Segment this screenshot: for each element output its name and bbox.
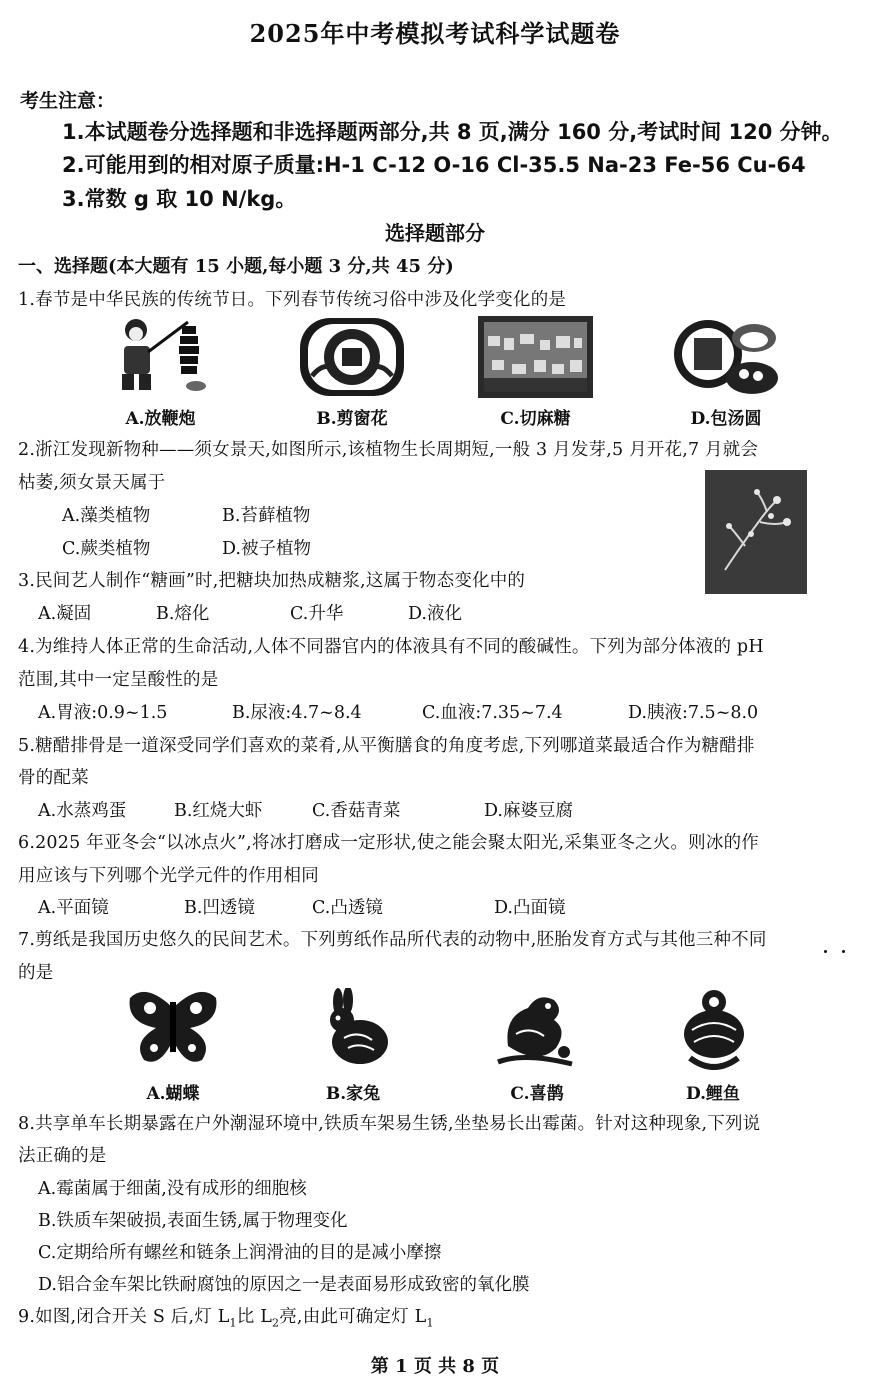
q1-option-a: A.放鞭炮 xyxy=(125,409,196,429)
q4-stem-line1: 4.为维持人体正常的生命活动,人体不同器官内的体液具有不同的酸碱性。下列为部分体液的 pH xyxy=(18,637,764,657)
emphasis-dot xyxy=(824,950,827,953)
q5-option-a: A.水蒸鸡蛋 xyxy=(38,801,127,821)
q4-option-d: D.胰液:7.5~8.0 xyxy=(628,703,759,723)
rice-ball-picture xyxy=(672,316,780,398)
q7-stem-line2: 的是 xyxy=(18,963,54,983)
part-heading: 一、选择题(本大题有 15 小题,每小题 3 分,共 45 分) xyxy=(18,256,454,277)
q5-option-c: C.香菇青菜 xyxy=(312,801,401,821)
q4-option-c: C.血液:7.35~7.4 xyxy=(422,703,563,723)
q3-option-c: C.升华 xyxy=(290,604,344,624)
q4-stem-line2: 范围,其中一定呈酸性的是 xyxy=(18,670,219,690)
q8-stem-line2: 法正确的是 xyxy=(18,1146,107,1166)
q1-stem: 1.春节是中华民族的传统节日。下列春节传统习俗中涉及化学变化的是 xyxy=(18,290,567,310)
emphasis-dot xyxy=(842,950,845,953)
q2-option-c: C.蕨类植物 xyxy=(62,539,151,559)
q5-stem-line2: 骨的配菜 xyxy=(18,768,89,788)
q4-option-a: A.胃液:0.9~1.5 xyxy=(38,703,168,723)
q6-option-c: C.凸透镜 xyxy=(312,898,383,918)
q2-option-a: A.藻类植物 xyxy=(62,506,151,526)
paper-cut-window-picture xyxy=(298,316,406,398)
page-footer: 第 1 页 共 8 页 xyxy=(370,1356,500,1377)
carp-papercut-picture xyxy=(676,986,752,1070)
notice-heading: 考生注意： xyxy=(20,90,116,112)
q1-option-b: B.剪窗花 xyxy=(316,409,388,429)
q3-option-d: D.液化 xyxy=(408,604,462,624)
q8-option-b: B.铁质车架破损,表面生锈,属于物理变化 xyxy=(38,1211,348,1231)
q5-stem-line1: 5.糖醋排骨是一道深受同学们喜欢的菜肴,从平衡膳食的角度考虑,下列哪道菜最适合作为糖醋排 xyxy=(18,736,755,756)
q2-stem-line1: 2.浙江发现新物种——须女景天,如图所示,该植物生长周期短,一般 3 月发芽,5 月开花,7 月就会 xyxy=(18,440,759,460)
sesame-candy-picture xyxy=(478,316,593,398)
q8-option-a: A.霉菌属于细菌,没有成形的细胞核 xyxy=(38,1179,307,1199)
q9-stem: 9.如图,闭合开关 S 后,灯 $L_1$比 $L_2$亮,由此可确定灯 $L_1$ xyxy=(18,1307,434,1330)
q7-stem-line1: 7.剪纸是我国历史悠久的民间艺术。下列剪纸作品所代表的动物中,胚胎发育方式与其他三种不同 xyxy=(18,930,767,950)
q5-option-b: B.红烧大虾 xyxy=(174,801,263,821)
q6-stem-line1: 6.2025 年亚冬会“以冰点火”,将冰打磨成一定形状,使之能会聚太阳光,采集亚冬之火。则冰的作 xyxy=(18,833,759,853)
q1-option-d: D.包汤圆 xyxy=(690,409,762,429)
q3-option-a: A.凝固 xyxy=(38,604,92,624)
section-title: 选择题部分 xyxy=(385,221,485,245)
magpie-papercut-picture xyxy=(494,986,576,1070)
q6-option-d: D.凸面镜 xyxy=(494,898,566,918)
q2-option-d: D.被子植物 xyxy=(222,539,311,559)
q2-option-b: B.苔藓植物 xyxy=(222,506,311,526)
notice-item-3: 3.常数 g 取 10 N/kg。 xyxy=(62,187,297,211)
q6-option-b: B.凹透镜 xyxy=(184,898,255,918)
q7-option-d: D.鲤鱼 xyxy=(685,1084,741,1104)
page-title: 2025年中考模拟考试科学试题卷 xyxy=(249,19,621,48)
q5-option-d: D.麻婆豆腐 xyxy=(484,801,573,821)
q4-option-b: B.尿液:4.7~8.4 xyxy=(232,703,362,723)
q7-option-c: C.喜鹊 xyxy=(510,1084,564,1104)
q3-option-b: B.熔化 xyxy=(156,604,210,624)
firecracker-picture xyxy=(108,316,213,396)
q8-stem-line1: 8.共享单车长期暴露在户外潮湿环境中,铁质车架易生锈,坐垫易长出霉菌。针对这种现象,下列说 xyxy=(18,1114,761,1134)
q8-option-c: C.定期给所有螺丝和链条上润滑油的目的是减小摩擦 xyxy=(38,1243,442,1263)
q7-option-a: A.蝴蝶 xyxy=(146,1084,200,1104)
q7-option-b: B.家兔 xyxy=(325,1084,381,1104)
rabbit-papercut-picture xyxy=(314,988,394,1068)
q6-stem-line2: 用应该与下列哪个光学元件的作用相同 xyxy=(18,866,319,886)
q1-option-c: C.切麻糖 xyxy=(500,409,571,429)
notice-item-2: 2.可能用到的相对原子质量:H-1 C-12 O-16 Cl-35.5 Na-23 Fe-56 Cu-64 xyxy=(62,153,806,177)
q3-stem: 3.民间艺人制作“糖画”时,把糖块加热成糖浆,这属于物态变化中的 xyxy=(18,571,526,591)
notice-item-1: 1.本试题卷分选择题和非选择题两部分,共 8 页,满分 160 分,考试时间 120 分钟。 xyxy=(62,120,843,144)
q6-option-a: A.平面镜 xyxy=(38,898,109,918)
plant-photo xyxy=(705,470,807,594)
q2-stem-line2: 枯萎,须女景天属于 xyxy=(18,473,166,493)
butterfly-papercut-picture xyxy=(126,988,220,1068)
q8-option-d: D.铝合金车架比铁耐腐蚀的原因之一是表面易形成致密的氧化膜 xyxy=(38,1275,530,1295)
